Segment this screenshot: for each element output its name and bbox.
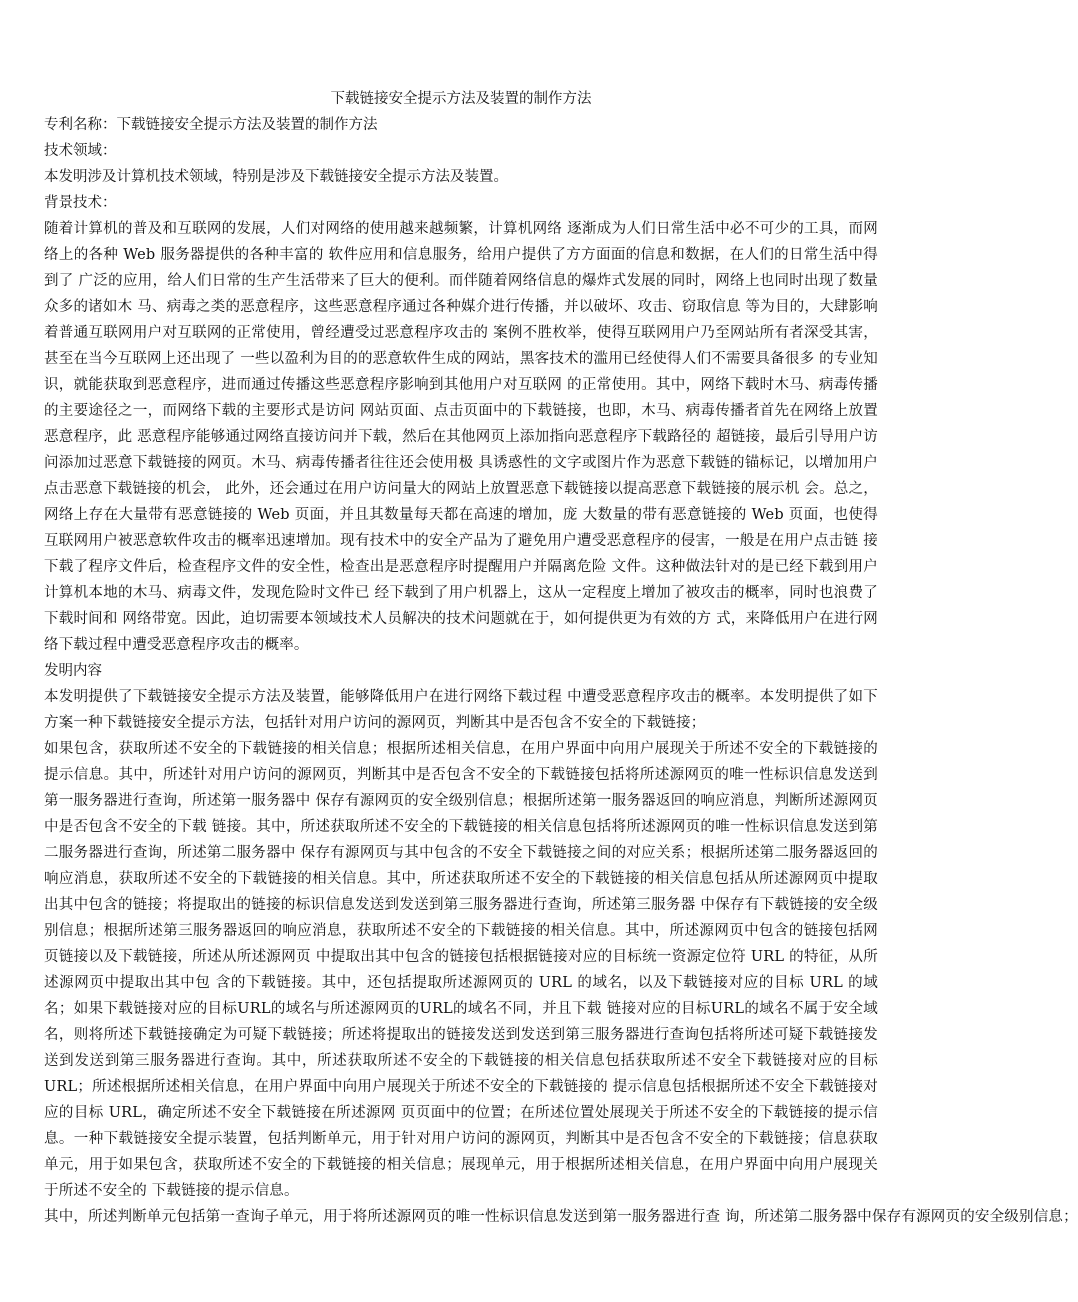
tech-field-heading: 技术领域： (44, 143, 117, 159)
background-paragraph: 随着计算机的普及和互联网的发展，人们对网络的使用越来越频繁，计算机网络 逐渐成为人们日常生活中必不可少的工具，而网络上的各种 Web 服务器提供的各种丰富的 软件应用和信息服务，给用户提供了方方面面的信息和数据，在人们的日常生活中得到了 广泛的应用，给人们日常的生产生活带来了巨大的便利。而伴随着网络信息的爆炸式发展的同时，网络上也同时出现了数量众多的诸如木 马、病毒之类的恶意程序，这些恶意程序通过各种媒介进行传播，并以破坏、攻击、窃取信息 等为目的，大肆影响着普通互联网用户对互联网的正常使用，曾经遭受过恶意程序攻击的 案例不胜枚举，使得互联网用户乃至网站所有者深受其害，甚至在当今互联网上还出现了 一些以盈利为目的的恶意软件生成的网站，黑客技术的滥用已经使得人们不需要具备很多 的专业知识，就能获取到恶意程序，进而通过传播这些恶意程序影响到其他用户对互联网 的正常使用。其中，网络下载时木马、病毒传播的主要途径之一，而网络下载的主要形式是访问 网站页面、点击页面中的下载链接，也即，木马、病毒传播者首先在网络上放置恶意程序，此 恶意程序能够通过网络直接访问并下载，然后在其他网页上添加指向恶意程序下载路径的 超链接，最后引导用户访问添加过恶意下载链接的网页。木马、病毒传播者往往还会使用极 具诱惑性的文字或图片作为恶意下载链的锚标记，以增加用户点击恶意下载链接的机会， 此外，还会通过在用户访问量大的网站上放置恶意下载链接以提高恶意下载链接的展示机 会。总之，网络上存在大量带有恶意链接的 Web 页面，并且其数量每天都在高速的增加，庞 大数量的带有恶意链接的 Web 页面，也使得互联网用户被恶意软件攻击的概率迅速增加。现有技术中的安全产品为了避免用户遭受恶意程序的侵害，一般是在用户点击链 接下载了程序文件后，检查程序文件的安全性，检查出是恶意程序时提醒用户并隔离危险 文件。这种做法针对的是已经下载到用户计算机本地的木马、病毒文件，发现危险时文件已 经下载到了用户机器上，这从一定程度上增加了被攻击的概率，同时也浪费了下载时间和 网络带宽。因此，迫切需要本领域技术人员解决的技术问题就在于，如何提供更为有效的方 式，来降低用户在进行网络下载过程中遭受恶意程序攻击的概率。 (44, 221, 878, 653)
document-page (44, 86, 1078, 1230)
invention-heading: 发明内容 (44, 663, 102, 679)
invention-paragraph-3: 其中，所述判断单元包括第一查询子单元，用于将所述源网页的唯一性标识信息发送到第一服务器进行查 询，所述第二服务器中保存有源网页的安全级别信息； (44, 1209, 1078, 1225)
patent-name: 专利名称：下载链接安全提示方法及装置的制作方法 (44, 117, 378, 133)
tech-field-paragraph: 本发明涉及计算机技术领域，特别是涉及下载链接安全提示方法及装置。 (44, 169, 508, 185)
invention-paragraph-2: 如果包含，获取所述不安全的下载链接的相关信息；根据所述相关信息，在用户界面中向用户展现关于所述不安全的下载链接的提示信息。其中，所述针对用户访问的源网页，判断其中是否包含不安全的下载链接包括将所述源网页的唯一性标识信息发送到第一服务器进行查询，所述第一服务器中 保存有源网页的安全级别信息；根据所述第一服务器返回的响应消息，判断所述源网页中是否包含不安全的下载 链接。其中，所述获取所述不安全的下载链接的相关信息包括将所述源网页的唯一性标识信息发送到第二服务器进行查询，所述第二服务器中 保存有源网页与其中包含的不安全下载链接之间的对应关系；根据所述第二服务器返回的响应消息，获取所述不安全的下载链接的相关信息。其中，所述获取所述不安全的下载链接的相关信息包括从所述源网页中提取出其中包含的链接；将提取出的链接的标识信息发送到发送到第三服务器进行查询，所述第三服务器 中保存有下载链接的安全级别信息；根据所述第三服务器返回的响应消息，获取所述不安全的下载链接的相关信息。其中，所述源网页中包含的链接包括网页链接以及下载链接，所述从所述源网页 中提取出其中包含的链接包括根据链接对应的目标统一资源定位符 URL 的特征，从所述源网页中提取出其中包 含的下载链接。其中，还包括提取所述源网页的 URL 的域名，以及下载链接对应的目标 URL 的域名；如果下载链接对应的目标URL的域名与所述源网页的URL的域名不同，并且下载 链接对应的目标URL的域名不属于安全域名，则将所述下载链接确定为可疑下载链接；所述将提取出的链接发送到发送到第三服务器进行查询包括将所述可疑下载链接发送到发送到第三服务器进行查询。其中，所述获取所述不安全的下载链接的相关信息包括获取所述不安全下载链接对应的目标 URL；所述根据所述相关信息，在用户界面中向用户展现关于所述不安全的下载链接的 提示信息包括根据所述不安全下载链接对应的目标 URL，确定所述不安全下载链接在所述源网 页页面中的位置；在所述位置处展现关于所述不安全的下载链接的提示信息。一种下载链接安全提示装置，包括判断单元，用于针对用户访问的源网页，判断其中是否包含不安全的下载链接；信息获取单元，用于如果包含，获取所述不安全的下载链接的相关信息；展现单元，用于根据所述相关信息，在用户界面中向用户展现关于所述不安全的 下载链接的提示信息。 (44, 741, 878, 1199)
document-title: 下载链接安全提示方法及装置的制作方法 (330, 91, 592, 107)
invention-paragraph-1: 本发明提供了下载链接安全提示方法及装置，能够降低用户在进行网络下载过程 中遭受恶意程序攻击的概率。本发明提供了如下方案一种下载链接安全提示方法，包括针对用户访问的源网页，判断其中是否包含不安全的下载链接； (44, 689, 878, 731)
background-heading: 背景技术： (44, 195, 117, 211)
